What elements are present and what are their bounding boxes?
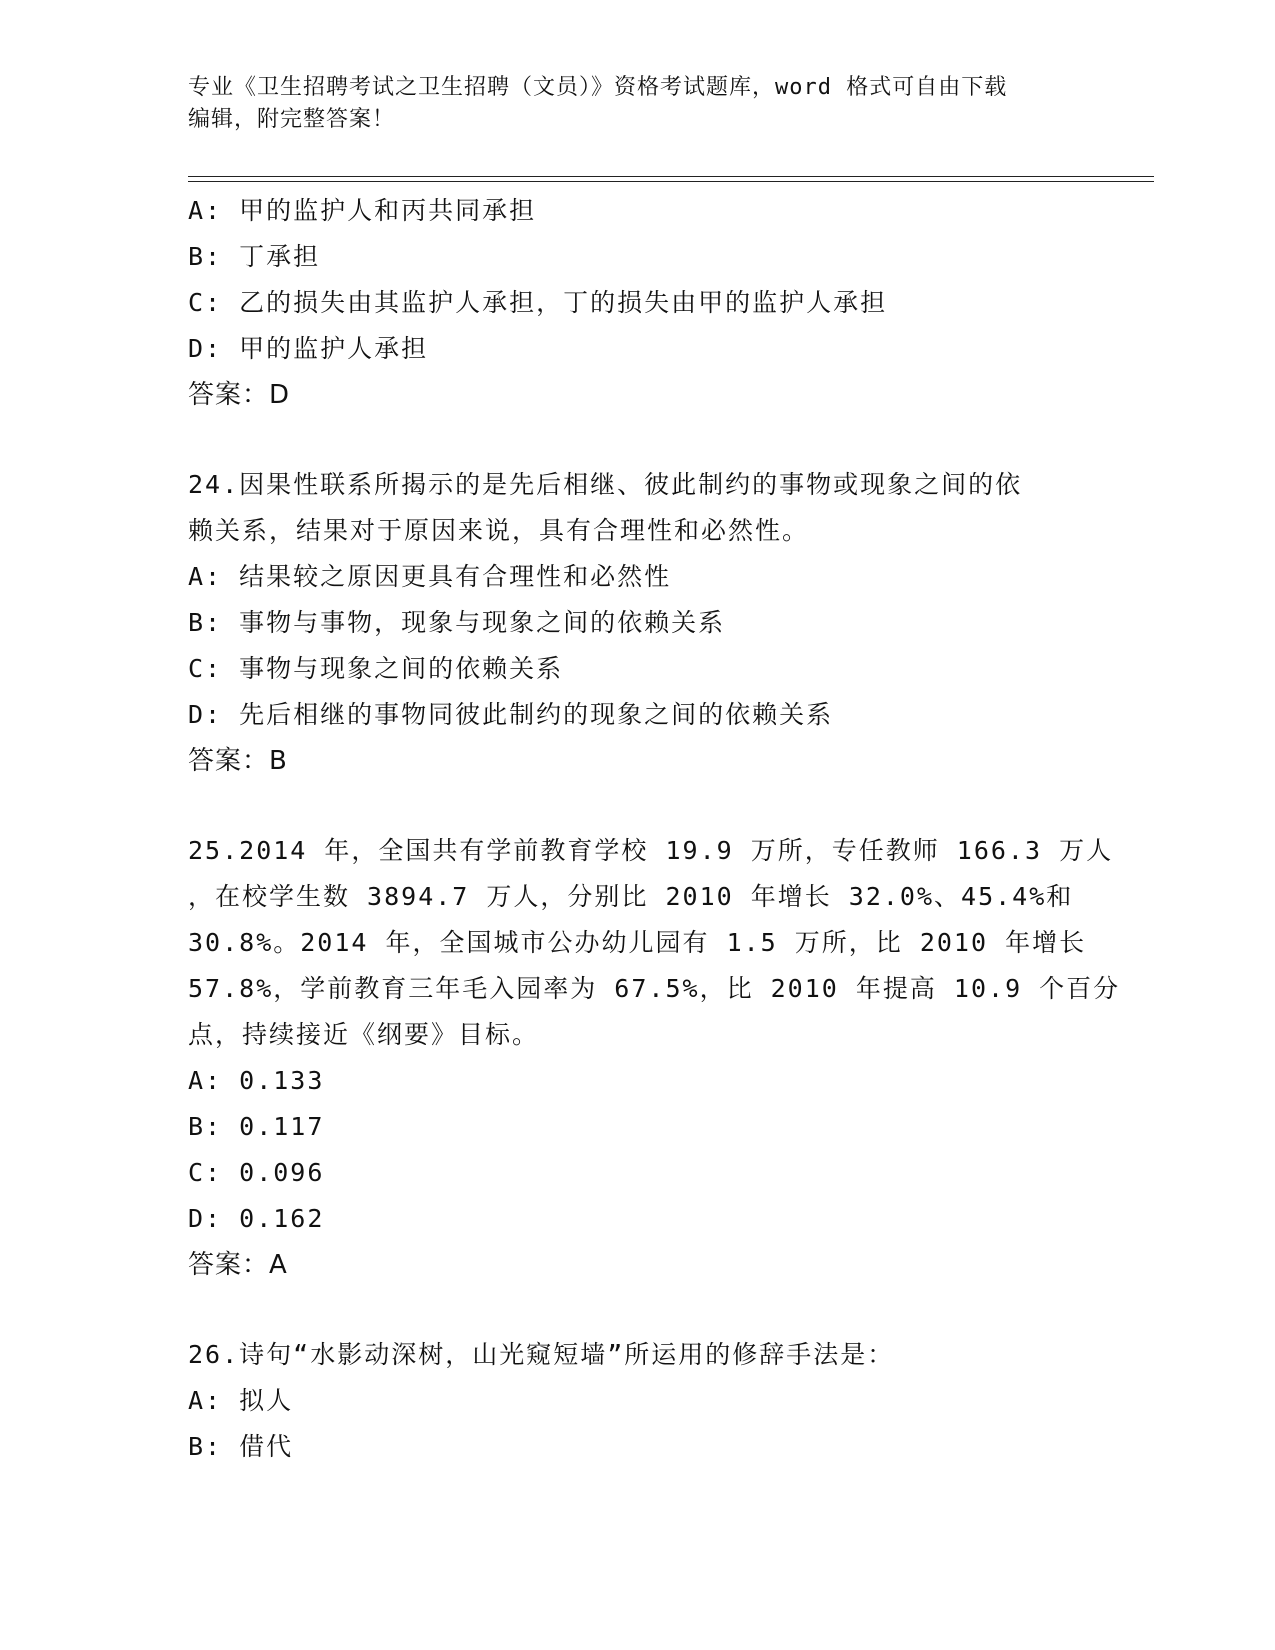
option-b: B: 借代: [188, 1432, 294, 1461]
question-stem-line-2: 赖关系，结果对于原因来说，具有合理性和必然性。: [188, 516, 810, 545]
header-line-2: 编辑，附完整答案！: [188, 107, 396, 132]
spacer: [188, 784, 1088, 828]
answer-line: 答案：A: [188, 1250, 288, 1280]
spacer: [188, 418, 1088, 462]
option-d: D: 甲的监护人承担: [188, 334, 429, 363]
spacer: [188, 1288, 1088, 1332]
option-a: A: 拟人: [188, 1386, 294, 1415]
option-b: B: 0.117: [188, 1112, 325, 1141]
question-stem-line-5: 点，持续接近《纲要》目标。: [188, 1020, 540, 1049]
question-stem-line-1: 25.2014 年，全国共有学前教育学校 19.9 万所，专任教师 166.3 万人: [188, 836, 1114, 865]
option-c: C: 乙的损失由其监护人承担，丁的损失由甲的监护人承担: [188, 288, 888, 317]
option-c: C: 事物与现象之间的依赖关系: [188, 654, 564, 683]
question-26: [188, 1332, 1088, 1470]
header-rule-bottom: [188, 181, 1154, 182]
question-stem-line-1: 26.诗句“水影动深树，山光窥短墙”所运用的修辞手法是：: [188, 1340, 895, 1369]
option-b: B: 事物与事物，现象与现象之间的依赖关系: [188, 608, 726, 637]
option-d: D: 先后相继的事物同彼此制约的现象之间的依赖关系: [188, 700, 834, 729]
page-header: [188, 72, 1088, 136]
question-stem-line-1: 24.因果性联系所揭示的是先后相继、彼此制约的事物或现象之间的依: [188, 470, 1023, 499]
option-d: D: 0.162: [188, 1204, 325, 1233]
option-a: A: 0.133: [188, 1066, 325, 1095]
option-a: A: 甲的监护人和丙共同承担: [188, 196, 537, 225]
question-stem-line-3: 30.8%。2014 年，全国城市公办幼儿园有 1.5 万所，比 2010 年增长: [188, 928, 1087, 957]
question-list: [188, 188, 1121, 1470]
question-23: [188, 188, 1088, 418]
answer-line: 答案：D: [188, 380, 291, 410]
question-24: [188, 462, 1088, 784]
option-c: C: 0.096: [188, 1158, 325, 1187]
option-a: A: 结果较之原因更具有合理性和必然性: [188, 562, 672, 591]
header-rule-top: [188, 176, 1154, 177]
question-stem-line-2: ，在校学生数 3894.7 万人，分别比 2010 年增长 32.0%、45.4%和: [188, 882, 1074, 911]
header-line-1: 专业《卫生招聘考试之卫生招聘（文员）》资格考试题库，word 格式可自由下载: [188, 75, 1008, 100]
option-b: B: 丁承担: [188, 242, 321, 271]
answer-line: 答案：B: [188, 746, 288, 776]
question-25: [188, 828, 1121, 1288]
question-stem-line-4: 57.8%，学前教育三年毛入园率为 67.5%，比 2010 年提高 10.9 个百分: [188, 974, 1121, 1003]
